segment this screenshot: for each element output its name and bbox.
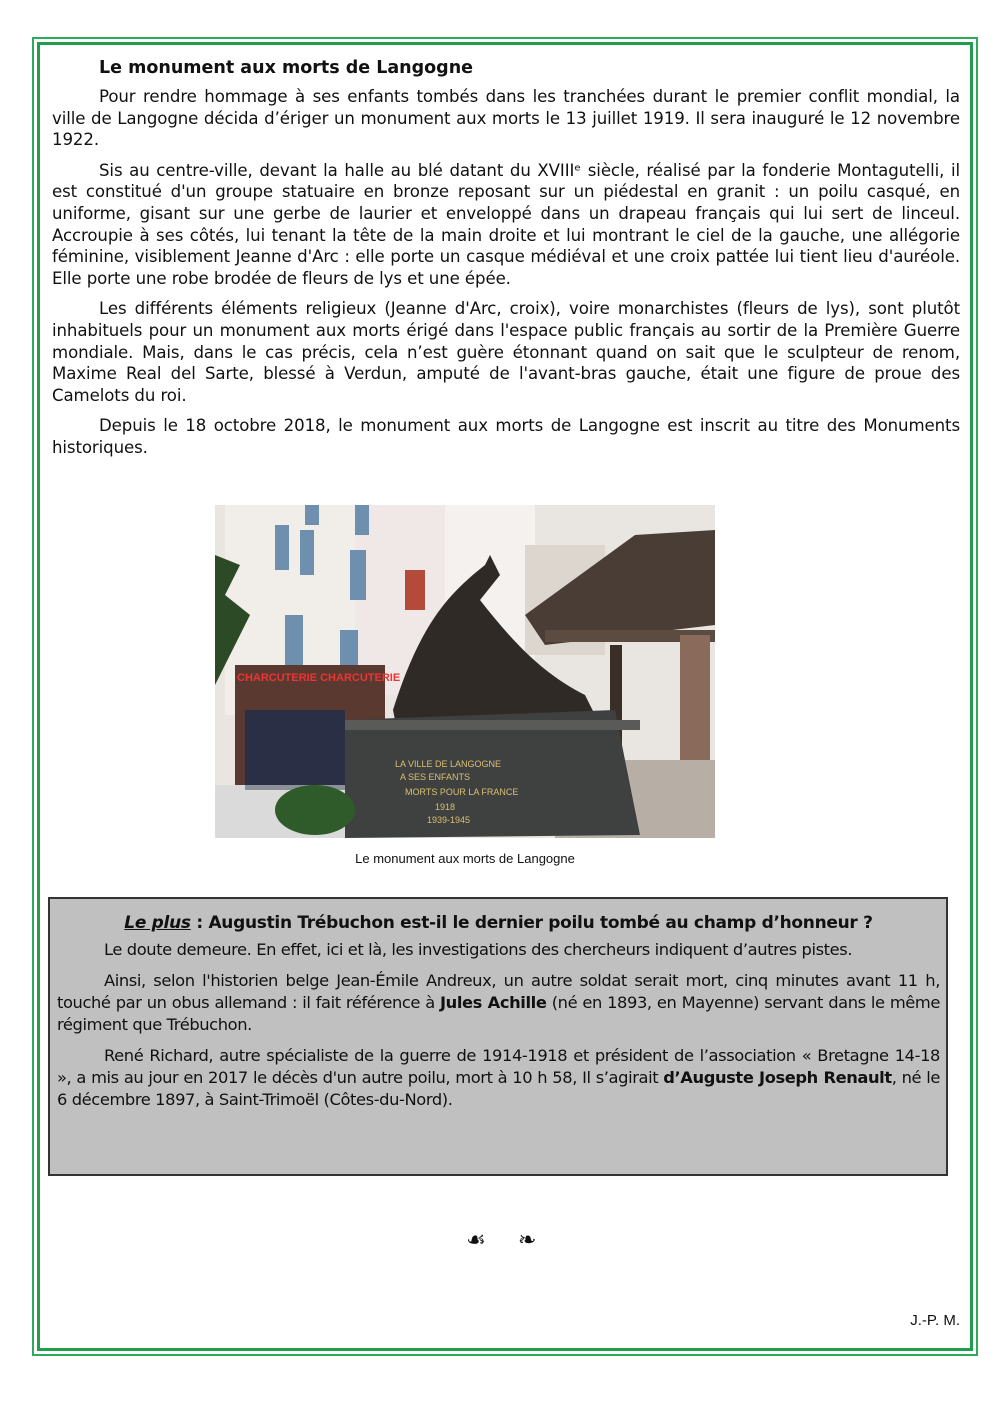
text: (né en 1893, en Mayenne) servant dans le même régiment que Trébuchon. [57,993,940,1034]
paragraph: Depuis le 18 octobre 2018, le monument aux morts de Langogne est inscrit au titre des Monuments historiques. [52,416,960,457]
name-bold: Jules Achille [440,993,547,1012]
shop-sign: CHARCUTERIE CHARCUTERIE [237,672,401,684]
text: , né le 6 décembre 1897, à Saint-Trimoël (Côtes-du-Nord). [57,1068,940,1109]
paragraph: Pour rendre hommage à ses enfants tombés dans les tranchées durant le premier conflit mondial, la ville de Langogne décida d’ériger un monument aux morts le 13 juillet 1919. Il sera inauguré le 12 novembre 1922. [52,87,960,150]
paragraph: Les différents éléments religieux (Jeanne d'Arc, croix), voire monarchistes (fleurs de lys), sont plutôt inhabituels pour un monument aux morts érigé dans l'espace public français au sortir de la Première Guerre mondiale. Mais, dans le cas précis, cela n’est guère étonnant quand on sait que le sculpteur de renom, Maxime Real del Sarte, blessé à Verdun, amputé de l'avant-bras gauche, était une figure de proue des Camelots du roi. [52,299,960,405]
inscription-line: 1918 [435,802,456,812]
box-paragraph [57,970,940,1036]
name-bold: d’Auguste Joseph Renault [663,1068,892,1087]
box-paragraph [57,1045,940,1111]
photo-caption: Le monument aux morts de Langogne [355,851,575,866]
box-paragraph: Le doute demeure. En effet, ici et là, les investigations des chercheurs indiquent d’autres pistes. [104,940,853,959]
box-label: Le plus [124,913,191,933]
ornament-right-icon: ❧ [518,1228,537,1253]
text: Ainsi, selon l'historien belge Jean-Émile Andreux, un autre soldat serait mort, cinq minutes avant 11 h, touché par un obus allemand : il fait référence à [57,971,940,1012]
box-title [57,911,940,935]
inscription-line: A SES ENFANTS [400,772,471,782]
signature: J.-P. M. [910,1312,960,1329]
article-title: Le monument aux morts de Langogne [99,58,474,78]
box-title-text: : Augustin Trébuchon est-il le dernier poilu tombé au champ d’honneur ? [190,913,873,933]
text: René Richard, autre spécialiste de la guerre de 1914-1918 et président de l’association « Bretagne 14-18 », a mis au jour en 2017 le décès d'un autre poilu, mort à 10 h 58, Il s’agirait [57,1046,940,1087]
ornament-left-icon: ☙ [466,1228,486,1253]
paragraph: Sis au centre-ville, devant la halle au blé datant du XVIIIᵉ siècle, réalisé par la fonderie Montagutelli, il est constitué d'un groupe statuaire en bronze reposant sur un piédestal en granit : un poilu casqué, en uniforme, gisant sur une gerbe de laurier et enveloppé dans un drapeau français qui lui sert de linceul. Accroupie à ses côtés, lui tenant la tête de la main droite et lui montrant le ciel de la gauche, une allégorie féminine, visiblement Jeanne d'Arc : elle porte un casque médiéval et une croix pattée lui tient lieu d'auréole. Elle porte une robe brodée de fleurs de lys et une épée. [52,160,960,288]
inscription-line: MORTS POUR LA FRANCE [405,787,519,797]
inscription-line: 1939-1945 [427,815,471,825]
monument-photo [215,505,715,838]
inscription-line: LA VILLE DE LANGOGNE [395,759,502,769]
article [52,56,960,468]
le-plus-box [48,897,948,1176]
